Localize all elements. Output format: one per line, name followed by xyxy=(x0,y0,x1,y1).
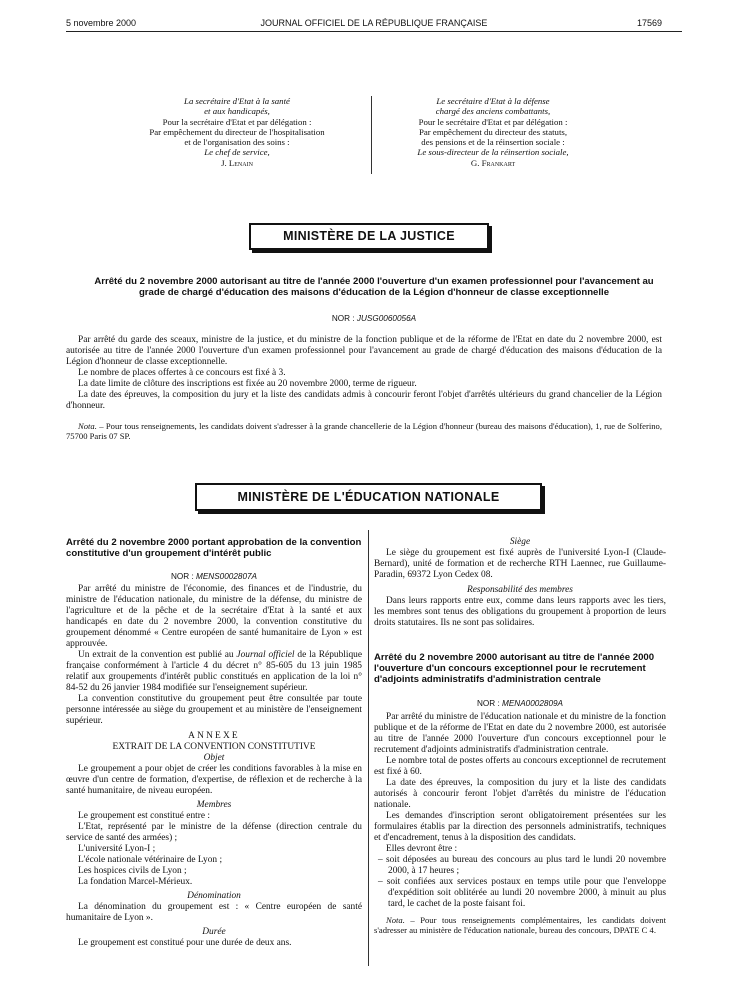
justice-note-text: Pour tous renseignements, les candidats doivent s'adresser à la grande chancellerie de la Légion d'honneur (bureau des maisons d'éducation), 1, rue de Solferino, 75700 Paris 07 SP. xyxy=(66,421,662,441)
sig-right-l1: Le secrétaire d'Etat à la défense xyxy=(436,96,550,106)
membres-heading: Membres xyxy=(196,800,232,810)
extrait-heading: EXTRAIT DE LA CONVENTION CONSTITUTIVE xyxy=(112,742,316,752)
justice-p1: Par arrêté du garde des sceaux, ministre de la justice, et du ministre de la fonction publique et de la réforme de l'Etat en date du 2 novembre 2000, est autorisée au titre de l'année 2000 l'ouverture d'un examen professionnel pour l'avancement au grade de chargé d'éducation des maisons d'éducation de la Légion d'honneur de classe exceptionnelle. xyxy=(66,335,662,367)
decree1-nor-label: NOR : xyxy=(170,572,194,581)
sig-left-l4: Par empêchement du directeur de l'hospitalisation xyxy=(149,126,325,137)
justice-nor-code: JUSG0060056A xyxy=(356,314,417,323)
member-2: L'université Lyon-I ; xyxy=(78,844,156,854)
education-decree2-title: Arrêté du 2 novembre 2000 autorisant au titre de l'année 2000 l'ouverture d'un concours exceptionnel pour le recrutement d'adjoints administratifs d'administration centrale xyxy=(374,652,655,685)
education-decree2-nor xyxy=(374,698,666,709)
justice-note xyxy=(66,421,662,441)
decree2-option-2: – soit confiées aux services postaux en temps utile pour que l'enveloppe d'expédition soit oblitérée au lundi 20 novembre 2000, à minuit au plus tard, le cachet de la poste faisant foi. xyxy=(378,877,666,909)
member-1: L'Etat, représenté par le ministre de la défense (direction centrale du service de santé des armées) ; xyxy=(66,822,362,843)
education-decree1-body xyxy=(66,584,362,949)
header-rule xyxy=(66,31,682,32)
justice-nor-label: NOR : xyxy=(331,314,355,323)
justice-body xyxy=(66,335,662,441)
decree2-p2: Le nombre total de postes offerts au concours exceptionnel de recrutement est fixé à 60. xyxy=(374,756,666,777)
decree2-p1: Par arrêté du ministre de l'éducation nationale et du ministre de la fonction publique et de la réforme de l'Etat en date du 2 novembre 2000, est autorisée au titre de l'année 2000 l'ouverture d'un concours exceptionnel pour le recrutement d'adjoints administratifs d'administration centrale. xyxy=(374,712,666,755)
decree1-p2 xyxy=(66,650,362,694)
decree2-p5: Elles devront être : xyxy=(386,844,458,854)
sig-right-l4: Par empêchement du directeur des statuts, xyxy=(418,126,568,137)
signature-divider xyxy=(371,96,372,174)
objet-text: Le groupement a pour objet de créer les conditions favorables à la mise en œuvre d'un centre de formation, d'expertise, de réflexion et de recherche à la santé humanitaire, de niveau européen. xyxy=(66,764,362,796)
member-3: L'école nationale vétérinaire de Lyon ; xyxy=(78,855,223,865)
decree1-nor-code: MENS0002807A xyxy=(196,572,258,581)
decree1-p2-b: de la République française conformément à l'article 4 du décret n° 85-605 du 13 juin 1985 relatif aux groupements d'intérêt public constitués en application de la loi n° 84-52 du 26 janvier 1984 modifiée sur l'enseignement supérieur. xyxy=(66,650,362,693)
justice-note-label: Nota. – xyxy=(78,421,104,431)
decree2-option-1: – soit déposées au bureau des concours au plus tard le lundi 20 novembre 2000, à 17 heures ; xyxy=(378,855,666,876)
justice-decree-title: Arrêté du 2 novembre 2000 autorisant au titre de l'année 2000 l'ouverture d'un examen professionnel pour l'avancement au grade de chargé d'éducation des maisons d'éducation de la Légion d'honneur de classe exceptionnelle xyxy=(94,276,654,298)
signature-block-left xyxy=(118,96,356,168)
sig-left-l7: J. Lenain xyxy=(221,157,253,168)
decree1-p2-a: Un extrait de la convention est publié au xyxy=(78,650,237,660)
denomination-heading: Dénomination xyxy=(187,891,241,901)
decree1-p3: La convention constitutive du groupement peut être consultée par toute personne intéressée au siège du groupement et au ministère de l'enseignement supérieur. xyxy=(66,694,362,726)
sig-left-l5: et de l'organisation des soins : xyxy=(184,137,290,148)
objet-heading: Objet xyxy=(203,753,225,763)
annexe-heading: ANNEXE xyxy=(188,731,240,741)
justice-p4: La date des épreuves, la composition du jury et la liste des candidats admis à concourir feront l'objet d'arrêtés ultérieurs du grand chancelier de la Légion d'honneur. xyxy=(66,390,662,411)
ministry-justice-heading: MINISTÈRE DE LA JUSTICE xyxy=(249,223,489,250)
sig-right-l7: G. Frankart xyxy=(470,157,516,168)
decree1-p1: Par arrêté du ministre de l'économie, des finances et de l'industrie, du ministre de l'éducation nationale, du ministre de la défense, du ministre de l'agriculture et de la pêche et de la secrétaire d'Etat à la santé et aux handicapés en date du 2 novembre 2000, la convention constitutive du groupement dénommé « Centre européen de santé humanitaire de Lyon » est approuvée. xyxy=(66,584,362,649)
decree2-p4: Les demandes d'inscription seront obligatoirement présentées sur les formulaires établis par la direction des personnels administratifs, techniques et d'encadrement, tenus à la disposition des candidats. xyxy=(374,811,666,843)
education-decree2-body xyxy=(374,712,666,935)
duree-heading: Durée xyxy=(202,927,226,937)
siege-text: Le siège du groupement est fixé auprès de l'université Lyon-I (Claude-Bernard), unité de formation et de recherche RTH Laennec, rue Guillaume-Paradin, 69372 Lyon Cedex 08. xyxy=(374,548,666,580)
decree2-note-label: Nota. – xyxy=(386,915,415,925)
decree2-note-text: Pour tous renseignements complémentaires, les candidats doivent s'adresser au ministère de l'éducation nationale, bureau des concours, DPATE C 4. xyxy=(374,915,666,935)
decree2-options-list xyxy=(374,855,666,910)
decree2-note xyxy=(374,915,666,935)
member-4: Les hospices civils de Lyon ; xyxy=(78,866,187,876)
education-decree1-title: Arrêté du 2 novembre 2000 portant approbation de la convention constitutive d'un groupement d'intérêt public xyxy=(66,537,362,559)
sig-right-l6: Le sous-directeur de la réinsertion sociale, xyxy=(417,147,569,158)
responsabilite-text: Dans leurs rapports entre eux, comme dans leurs rapports avec les tiers, les membres sont tenus des obligations du groupement à proportion de leurs droits statutaires. Ils ne sont pas solidaires. xyxy=(374,596,666,628)
justice-nor xyxy=(0,313,748,324)
ministry-education-heading: MINISTÈRE DE L'ÉDUCATION NATIONALE xyxy=(195,483,542,511)
signature-block-right xyxy=(374,96,612,168)
decree2-p3: La date des épreuves, la composition du jury et la liste des candidats autorisés à concourir feront l'objet d'arrêtés du ministre de l'éducation nationale. xyxy=(374,778,666,810)
sig-right-l2: chargé des anciens combattants, xyxy=(435,106,551,117)
page-number: 17569 xyxy=(636,18,662,28)
duree-text: Le groupement est constitué pour une durée de deux ans. xyxy=(78,938,292,948)
education-decree1-nor xyxy=(66,571,362,582)
sig-right-l3: Pour le secrétaire d'Etat et par délégation : xyxy=(418,116,568,127)
justice-p3: La date limite de clôture des inscriptions est fixée au 20 novembre 2000, terme de rigueur. xyxy=(78,379,417,389)
member-5: La fondation Marcel-Mérieux. xyxy=(78,877,193,887)
education-decree1-continued xyxy=(374,537,666,629)
justice-p2: Le nombre de places offertes à ce concours est fixé à 3. xyxy=(78,368,286,378)
column-divider xyxy=(368,530,369,966)
sig-right-l5: des pensions et de la réinsertion sociale : xyxy=(421,137,565,148)
journal-title: JOURNAL OFFICIEL DE LA RÉPUBLIQUE FRANÇAISE xyxy=(260,18,488,28)
decree2-nor-code: MENA0002809A xyxy=(502,699,564,708)
sig-left-l2: et aux handicapés, xyxy=(204,106,270,117)
decree2-nor-label: NOR : xyxy=(476,699,500,708)
decree1-p2-journal: Journal officiel xyxy=(236,650,295,660)
siege-heading: Siège xyxy=(509,537,531,547)
membres-intro: Le groupement est constitué entre : xyxy=(78,811,210,821)
sig-left-l6: Le chef de service, xyxy=(204,147,270,158)
sig-left-l1: La secrétaire d'Etat à la santé xyxy=(184,96,290,106)
responsabilite-heading: Responsabilité des membres xyxy=(467,585,573,595)
sig-left-l3: Pour la secrétaire d'Etat et par délégation : xyxy=(162,116,312,127)
denomination-text: La dénomination du groupement est : « Centre européen de santé humanitaire de Lyon ». xyxy=(66,902,362,923)
header-date: 5 novembre 2000 xyxy=(66,18,137,28)
